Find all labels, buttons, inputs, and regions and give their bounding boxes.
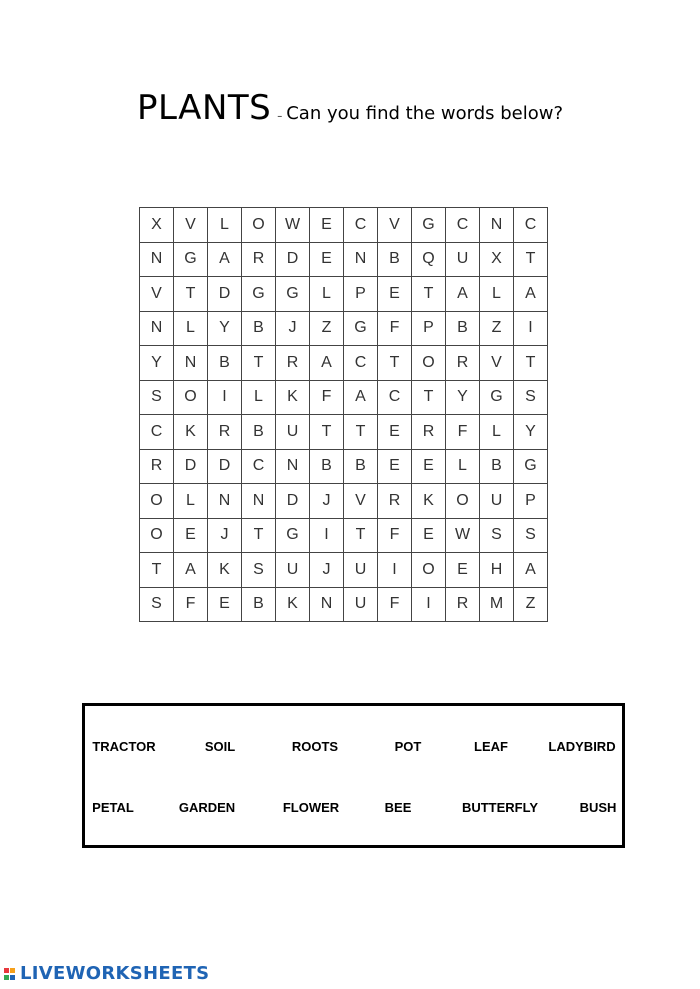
grid-cell[interactable]: J xyxy=(208,518,242,553)
grid-cell[interactable]: L xyxy=(242,380,276,415)
grid-cell[interactable]: T xyxy=(344,518,378,553)
grid-cell[interactable]: T xyxy=(378,346,412,381)
grid-cell[interactable]: C xyxy=(242,449,276,484)
grid-cell[interactable]: G xyxy=(276,277,310,312)
grid-cell[interactable]: T xyxy=(242,346,276,381)
grid-cell[interactable]: Y xyxy=(514,415,548,450)
grid-cell[interactable]: T xyxy=(514,346,548,381)
grid-cell[interactable]: R xyxy=(378,484,412,519)
grid-cell[interactable]: J xyxy=(310,484,344,519)
word-item: ROOTS xyxy=(291,739,339,754)
grid-cell[interactable]: C xyxy=(514,208,548,243)
grid-cell[interactable]: Z xyxy=(514,587,548,622)
grid-cell[interactable]: G xyxy=(514,449,548,484)
grid-cell[interactable]: W xyxy=(276,208,310,243)
grid-cell[interactable]: E xyxy=(310,242,344,277)
grid-cell[interactable]: E xyxy=(378,449,412,484)
grid-row xyxy=(140,518,548,553)
grid-cell[interactable]: A xyxy=(446,277,480,312)
grid-cell[interactable]: N xyxy=(310,587,344,622)
logo-square xyxy=(4,968,9,973)
grid-row xyxy=(140,484,548,519)
grid-cell[interactable]: D xyxy=(208,277,242,312)
grid-cell[interactable]: E xyxy=(310,208,344,243)
grid-row xyxy=(140,311,548,346)
word-item: BEE xyxy=(384,800,412,815)
grid-cell[interactable]: L xyxy=(174,484,208,519)
grid-cell[interactable]: N xyxy=(344,242,378,277)
grid-cell[interactable]: X xyxy=(140,208,174,243)
grid-cell[interactable]: S xyxy=(140,380,174,415)
grid-cell[interactable]: N xyxy=(242,484,276,519)
grid-cell[interactable]: X xyxy=(480,242,514,277)
logo-square xyxy=(4,975,9,980)
grid-cell[interactable]: K xyxy=(412,484,446,519)
word-item: FLOWER xyxy=(282,800,340,815)
grid-cell[interactable]: E xyxy=(378,277,412,312)
grid-cell[interactable]: E xyxy=(446,553,480,588)
grid-cell[interactable]: P xyxy=(514,484,548,519)
grid-cell[interactable]: B xyxy=(344,449,378,484)
grid-cell[interactable]: C xyxy=(446,208,480,243)
grid-cell[interactable]: O xyxy=(174,380,208,415)
grid-cell[interactable]: U xyxy=(344,553,378,588)
grid-cell[interactable]: F xyxy=(378,587,412,622)
grid-cell[interactable]: A xyxy=(344,380,378,415)
grid-row xyxy=(140,208,548,243)
grid-cell[interactable]: C xyxy=(344,208,378,243)
grid-cell[interactable]: Z xyxy=(310,311,344,346)
grid-cell[interactable]: D xyxy=(276,242,310,277)
grid-cell[interactable]: U xyxy=(480,484,514,519)
grid-cell[interactable]: W xyxy=(446,518,480,553)
grid-cell[interactable]: N xyxy=(140,242,174,277)
grid-cell[interactable]: G xyxy=(344,311,378,346)
grid-cell[interactable]: F xyxy=(378,311,412,346)
grid-cell[interactable]: N xyxy=(140,311,174,346)
worksheet-title xyxy=(0,88,700,128)
grid-cell[interactable]: V xyxy=(344,484,378,519)
grid-cell[interactable]: N xyxy=(208,484,242,519)
grid-cell[interactable]: F xyxy=(174,587,208,622)
grid-cell[interactable]: V xyxy=(140,277,174,312)
grid-cell[interactable]: A xyxy=(514,553,548,588)
grid-row xyxy=(140,415,548,450)
grid-cell[interactable]: V xyxy=(378,208,412,243)
word-item: BUSH xyxy=(579,800,617,815)
grid-cell[interactable]: C xyxy=(378,380,412,415)
grid-cell[interactable]: C xyxy=(344,346,378,381)
grid-row xyxy=(140,277,548,312)
grid-cell[interactable]: L xyxy=(480,415,514,450)
grid-cell[interactable]: R xyxy=(276,346,310,381)
grid-cell[interactable]: I xyxy=(412,587,446,622)
grid-cell[interactable]: R xyxy=(208,415,242,450)
liveworksheets-logo[interactable] xyxy=(4,963,209,984)
grid-cell[interactable]: A xyxy=(208,242,242,277)
grid-cell[interactable]: T xyxy=(174,277,208,312)
grid-cell[interactable]: I xyxy=(310,518,344,553)
grid-cell[interactable]: B xyxy=(208,346,242,381)
grid-cell[interactable]: A xyxy=(310,346,344,381)
logo-square xyxy=(10,975,15,980)
grid-cell[interactable]: G xyxy=(242,277,276,312)
liveworksheets-logo-icon xyxy=(4,965,18,983)
title-subtitle: Can you find the words below? xyxy=(286,103,564,124)
grid-cell[interactable]: E xyxy=(412,449,446,484)
grid-cell[interactable]: S xyxy=(514,380,548,415)
grid-cell[interactable]: T xyxy=(140,553,174,588)
word-search-grid xyxy=(139,207,548,622)
grid-cell[interactable]: Z xyxy=(480,311,514,346)
grid-cell[interactable]: L xyxy=(446,449,480,484)
grid-cell[interactable]: L xyxy=(310,277,344,312)
grid-cell[interactable]: B xyxy=(310,449,344,484)
grid-cell[interactable]: V xyxy=(174,208,208,243)
grid-row xyxy=(140,587,548,622)
grid-row xyxy=(140,380,548,415)
grid-cell[interactable]: O xyxy=(242,208,276,243)
grid-cell[interactable]: Y xyxy=(208,311,242,346)
grid-row xyxy=(140,346,548,381)
word-item: TRACTOR xyxy=(92,739,156,754)
grid-cell[interactable]: G xyxy=(480,380,514,415)
grid-cell[interactable]: E xyxy=(378,415,412,450)
title-main: PLANTS xyxy=(136,88,272,128)
grid-cell[interactable]: K xyxy=(276,587,310,622)
grid-cell[interactable]: N xyxy=(276,449,310,484)
grid-cell[interactable]: G xyxy=(412,208,446,243)
grid-cell[interactable]: P xyxy=(412,311,446,346)
grid-cell[interactable]: F xyxy=(378,518,412,553)
grid-cell[interactable]: U xyxy=(344,587,378,622)
grid-cell[interactable]: J xyxy=(276,311,310,346)
grid-cell[interactable]: J xyxy=(310,553,344,588)
grid-cell[interactable]: D xyxy=(174,449,208,484)
grid-cell[interactable]: D xyxy=(208,449,242,484)
grid-cell[interactable]: R xyxy=(140,449,174,484)
grid-cell[interactable]: R xyxy=(446,346,480,381)
title-separator: – xyxy=(277,111,283,122)
grid-cell[interactable]: P xyxy=(344,277,378,312)
grid-cell[interactable]: U xyxy=(446,242,480,277)
grid-cell[interactable]: B xyxy=(378,242,412,277)
grid-cell[interactable]: L xyxy=(480,277,514,312)
grid-cell[interactable]: G xyxy=(276,518,310,553)
grid-cell[interactable]: E xyxy=(174,518,208,553)
grid-cell[interactable]: U xyxy=(276,415,310,450)
grid-cell[interactable]: K xyxy=(174,415,208,450)
grid-cell[interactable]: B xyxy=(480,449,514,484)
grid-cell[interactable]: T xyxy=(412,380,446,415)
grid-cell[interactable]: O xyxy=(140,518,174,553)
word-item: GARDEN xyxy=(178,800,236,815)
word-item: BUTTERFLY xyxy=(461,800,539,815)
grid-cell[interactable]: V xyxy=(480,346,514,381)
liveworksheets-brand-text: LIVEWORKSHEETS xyxy=(20,963,210,984)
grid-cell[interactable]: O xyxy=(412,553,446,588)
grid-cell[interactable]: L xyxy=(208,208,242,243)
grid-cell[interactable]: T xyxy=(242,518,276,553)
grid-cell[interactable]: I xyxy=(378,553,412,588)
word-list-box xyxy=(82,703,625,848)
grid-row xyxy=(140,449,548,484)
grid-cell[interactable]: I xyxy=(208,380,242,415)
grid-cell[interactable]: D xyxy=(276,484,310,519)
grid-cell[interactable]: B xyxy=(242,587,276,622)
grid-cell[interactable]: U xyxy=(276,553,310,588)
grid-cell[interactable]: Y xyxy=(446,380,480,415)
grid-cell[interactable]: F xyxy=(310,380,344,415)
grid-cell[interactable]: B xyxy=(242,415,276,450)
grid-cell[interactable]: S xyxy=(140,587,174,622)
word-item: POT xyxy=(394,739,422,754)
grid-cell[interactable]: O xyxy=(412,346,446,381)
word-item: LEAF xyxy=(474,739,508,754)
grid-cell[interactable]: O xyxy=(140,484,174,519)
grid-cell[interactable]: B xyxy=(446,311,480,346)
grid-row xyxy=(140,242,548,277)
grid-cell[interactable]: E xyxy=(208,587,242,622)
grid-cell[interactable]: H xyxy=(480,553,514,588)
grid-cell[interactable]: R xyxy=(446,587,480,622)
grid-cell[interactable]: M xyxy=(480,587,514,622)
grid-cell[interactable]: T xyxy=(310,415,344,450)
word-item: SOIL xyxy=(204,739,236,754)
grid-cell[interactable]: E xyxy=(412,518,446,553)
grid-cell[interactable]: G xyxy=(174,242,208,277)
grid-row xyxy=(140,553,548,588)
grid-cell[interactable]: R xyxy=(412,415,446,450)
grid-cell[interactable]: Q xyxy=(412,242,446,277)
word-item: LADYBIRD xyxy=(548,739,616,754)
grid-cell[interactable]: B xyxy=(242,311,276,346)
grid-cell[interactable]: R xyxy=(242,242,276,277)
grid-cell[interactable]: N xyxy=(174,346,208,381)
grid-cell[interactable]: T xyxy=(344,415,378,450)
logo-square xyxy=(10,968,15,973)
grid-cell[interactable]: T xyxy=(412,277,446,312)
word-item: PETAL xyxy=(92,800,134,815)
grid-cell[interactable]: S xyxy=(480,518,514,553)
grid-cell[interactable]: K xyxy=(276,380,310,415)
grid-cell[interactable]: C xyxy=(140,415,174,450)
grid-cell[interactable]: L xyxy=(174,311,208,346)
grid-cell[interactable]: A xyxy=(174,553,208,588)
grid-cell[interactable]: K xyxy=(208,553,242,588)
grid-cell[interactable]: T xyxy=(514,242,548,277)
grid-cell[interactable]: F xyxy=(446,415,480,450)
grid-cell[interactable]: I xyxy=(514,311,548,346)
grid-cell[interactable]: S xyxy=(514,518,548,553)
grid-cell[interactable]: S xyxy=(242,553,276,588)
grid-cell[interactable]: O xyxy=(446,484,480,519)
grid-cell[interactable]: N xyxy=(480,208,514,243)
grid-cell[interactable]: Y xyxy=(140,346,174,381)
grid-cell[interactable]: A xyxy=(514,277,548,312)
